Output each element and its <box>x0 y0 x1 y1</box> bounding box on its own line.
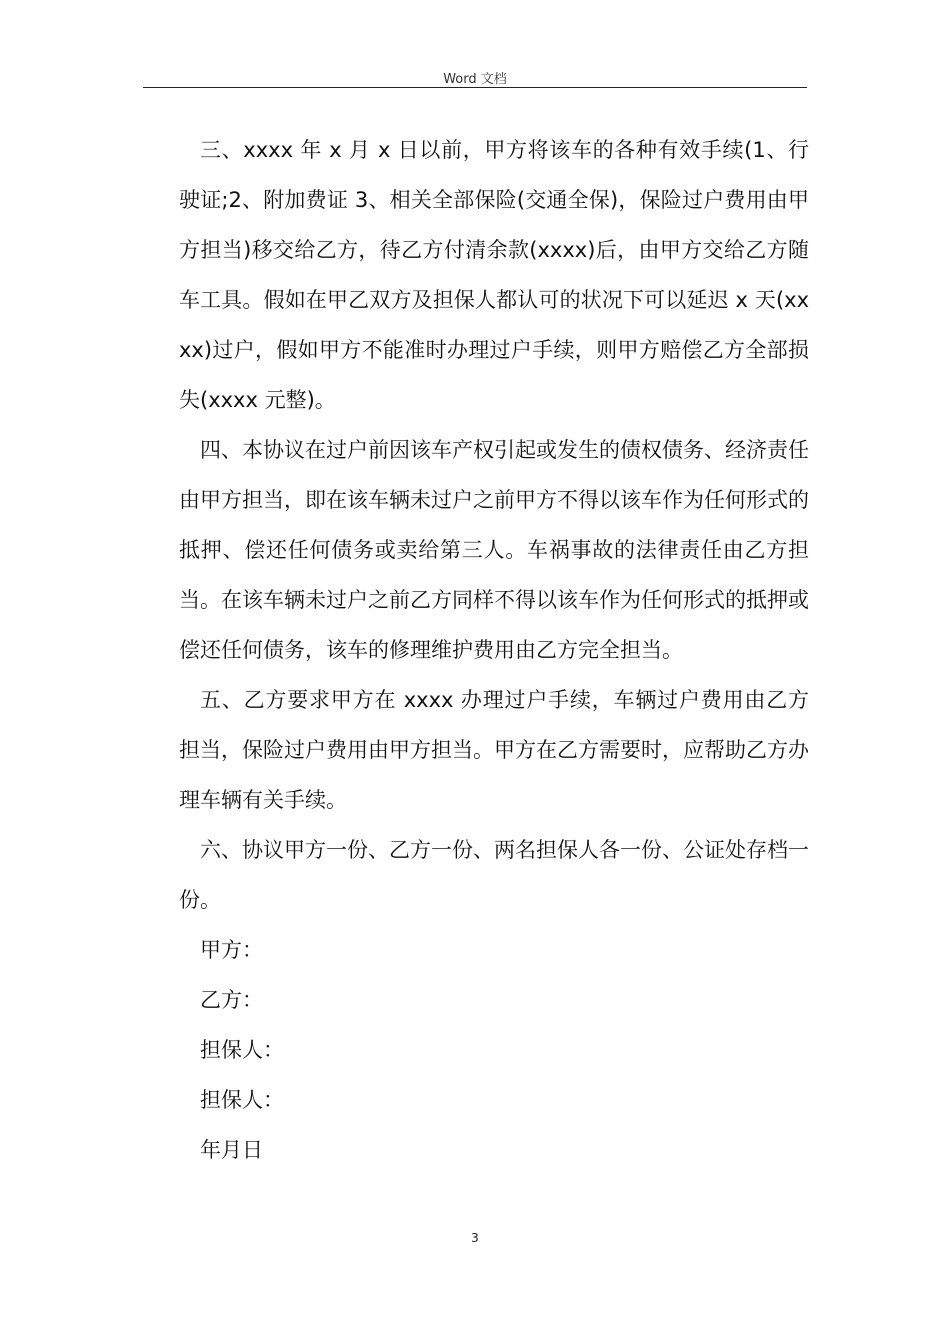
signature-guarantor-2: 担保人： <box>200 1088 284 1112</box>
header-divider <box>143 87 807 88</box>
clause-4: 四、本协议在过户前因该车产权引起或发生的债权债务、经济责任由甲方担当，即在该车辆未过户之前甲方不得以该车作为任何形式的抵押、偿还任何债务或卖给第三人。车祸事故的法律责任由乙方担当。在该车辆未过户之前乙方同样不得以该车作为任何形式的抵押或偿还任何债务，该车的修理维护费用由乙方完全担当。 <box>179 438 809 662</box>
signature-date: 年月日 <box>200 1138 263 1162</box>
signature-party-a: 甲方： <box>200 938 263 962</box>
clause-3: 三、xxxx 年 x 月 x 日以前，甲方将该车的各种有效手续(1、行驶证;2、附加费证 3、相关全部保险(交通全保)，保险过户费用由甲方担当)移交给乙方，待乙方付清余款(xxxx)后，由甲方交给乙方随车工具。假如在甲乙双方及担保人都认可的状况下可以延迟 x 天(xxxx)过户，假如甲方不能准时办理过户手续，则甲方赔偿乙方全部损失(xxxx 元整)。 <box>179 138 809 412</box>
signature-party-b: 乙方： <box>200 988 263 1012</box>
clause-5: 五、乙方要求甲方在 xxxx 办理过户手续，车辆过户费用由乙方担当，保险过户费用由甲方担当。甲方在乙方需要时，应帮助乙方办理车辆有关手续。 <box>179 688 809 812</box>
page-header: Word 文档 <box>443 72 507 87</box>
signature-guarantor-1: 担保人： <box>200 1038 284 1062</box>
page-number: 3 <box>471 1231 479 1245</box>
clause-6: 六、协议甲方一份、乙方一份、两名担保人各一份、公证处存档一份。 <box>179 838 809 912</box>
document-body <box>179 125 809 1175</box>
